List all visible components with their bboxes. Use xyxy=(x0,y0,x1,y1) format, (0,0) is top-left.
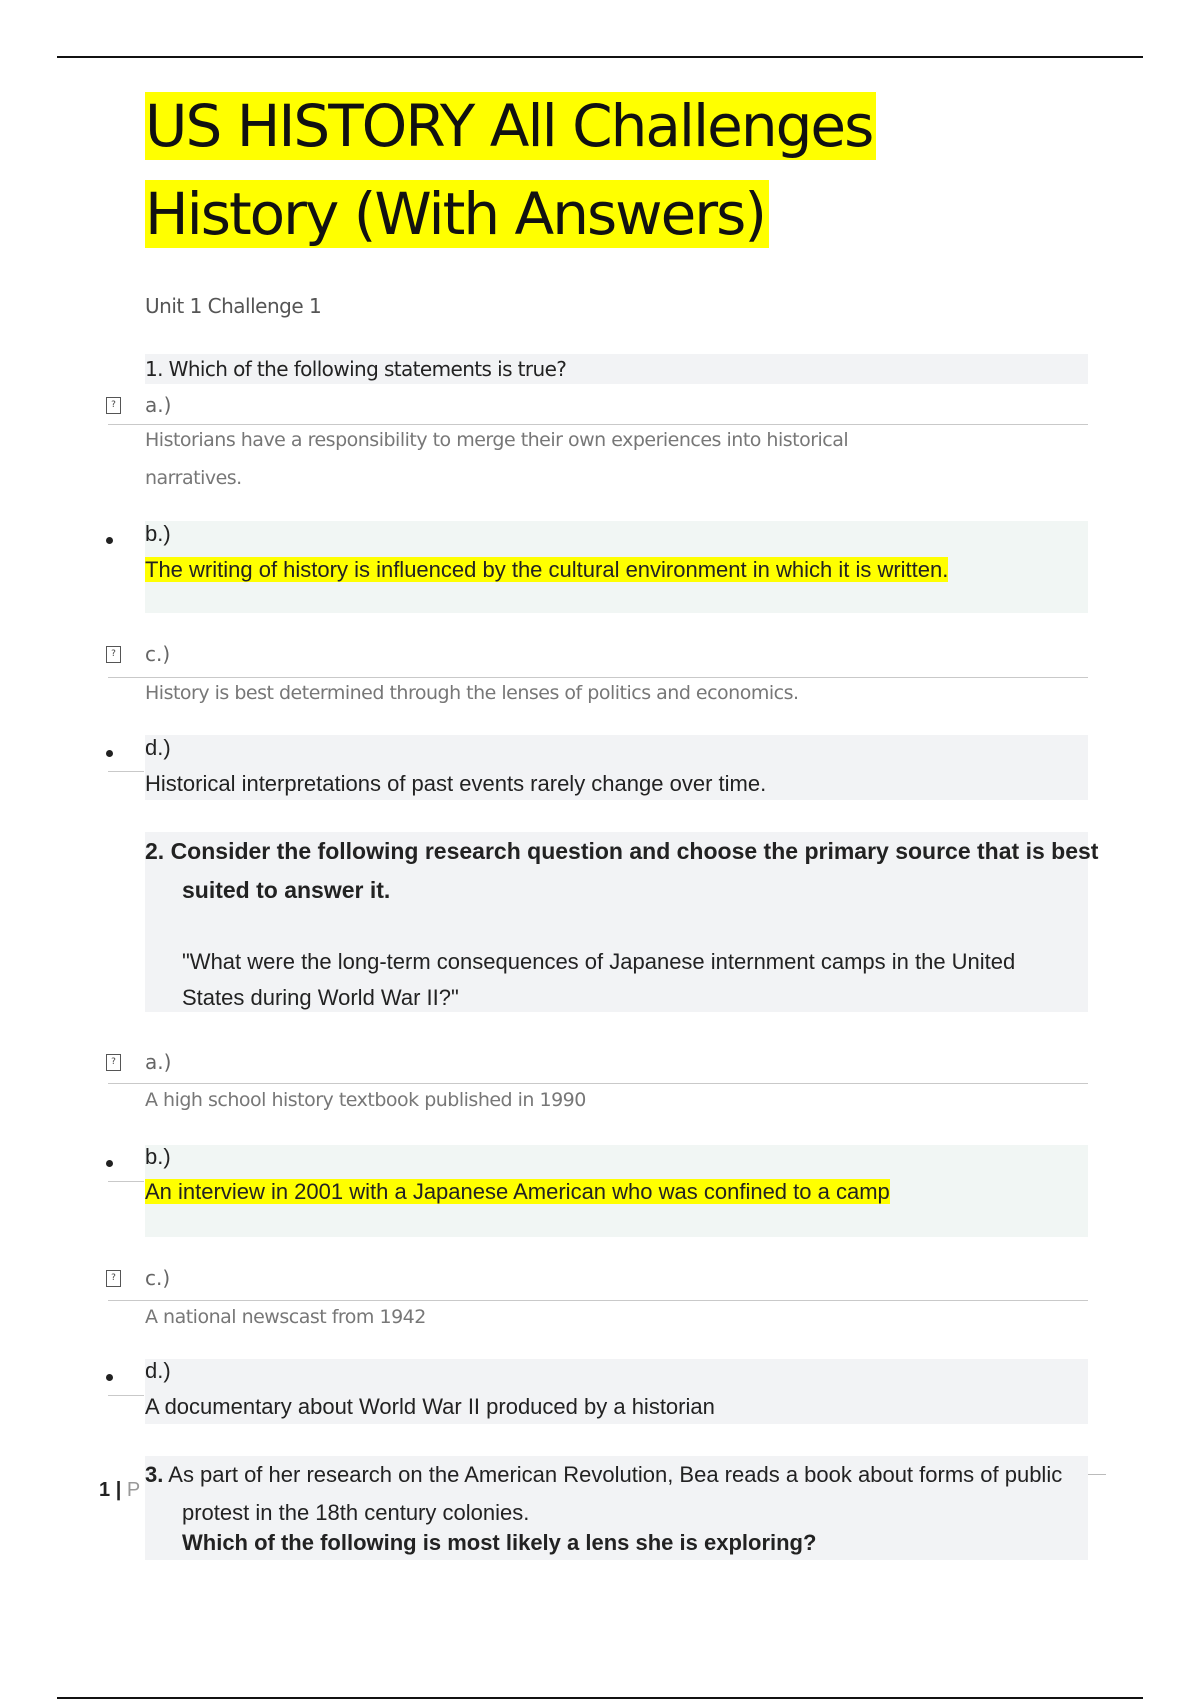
divider xyxy=(108,771,144,772)
divider xyxy=(108,1395,144,1396)
q1-option-b-label[interactable]: b.) xyxy=(145,521,171,546)
question-3-stem: 3. As part of her research on the American Revolution, Bea reads a book about forms of public protest in the 18th century colonies. xyxy=(145,1462,1063,1525)
q2-option-c-text[interactable]: A national newscast from 1942 xyxy=(145,1306,426,1328)
q2-option-d-text[interactable]: A documentary about World War II produced by a historian xyxy=(145,1394,715,1419)
question-3-prompt: Which of the following is most likely a lens she is exploring? xyxy=(182,1530,817,1555)
unit-heading: Unit 1 Challenge 1 xyxy=(145,294,322,318)
question-1: 1. Which of the following statements is true? xyxy=(145,354,1088,384)
q1-option-c-label[interactable]: c.) xyxy=(145,642,171,666)
unselected-option-icon: ? xyxy=(106,1270,121,1287)
q1-option-d-text[interactable]: Historical interpretations of past events rarely change over time. xyxy=(145,771,767,796)
top-rule xyxy=(57,56,1143,58)
q1-option-d-label[interactable]: d.) xyxy=(145,735,171,760)
q2-option-b-text[interactable]: An interview in 2001 with a Japanese American who was confined to a camp xyxy=(145,1179,890,1204)
question-2-stem: 2. Consider the following research question and choose the primary source that is best suited to answer it. xyxy=(145,838,1099,903)
title-line-2: History (With Answers) xyxy=(145,180,769,248)
q2-option-a-text[interactable]: A high school history textbook published in 1990 xyxy=(145,1089,586,1111)
title-line-1: US HISTORY All Challenges xyxy=(145,92,876,160)
q1-option-a-label[interactable]: a.) xyxy=(145,393,172,417)
q2-option-d-label[interactable]: d.) xyxy=(145,1358,171,1383)
divider xyxy=(108,1181,144,1182)
q1-option-b-text[interactable]: The writing of history is influenced by the cultural environment in which it is written. xyxy=(145,557,949,582)
q2-option-a-label[interactable]: a.) xyxy=(145,1050,172,1074)
q1-option-a-text[interactable]: Historians have a responsibility to merge their own experiences into historical narratives. xyxy=(145,429,849,489)
divider xyxy=(1088,1474,1106,1475)
bullet-icon xyxy=(106,1374,113,1381)
page-title xyxy=(145,82,945,258)
bullet-icon xyxy=(106,1160,113,1167)
bottom-rule xyxy=(57,1697,1143,1699)
page-number: 1 | P xyxy=(99,1479,141,1501)
question-3 xyxy=(145,1456,1088,1560)
bullet-icon xyxy=(106,750,113,757)
unselected-option-icon: ? xyxy=(106,1054,121,1071)
q2-option-b-label[interactable]: b.) xyxy=(145,1144,171,1169)
bullet-icon xyxy=(106,537,113,544)
question-2-quote: "What were the long-term consequences of Japanese internment camps in the United States during World War II?" xyxy=(182,949,1016,1010)
question-2 xyxy=(145,832,1099,1012)
unselected-option-icon: ? xyxy=(106,646,121,663)
q2-option-c-label[interactable]: c.) xyxy=(145,1266,171,1290)
q1-option-c-text[interactable]: History is best determined through the lenses of politics and economics. xyxy=(145,682,799,704)
unselected-option-icon: ? xyxy=(106,397,121,414)
